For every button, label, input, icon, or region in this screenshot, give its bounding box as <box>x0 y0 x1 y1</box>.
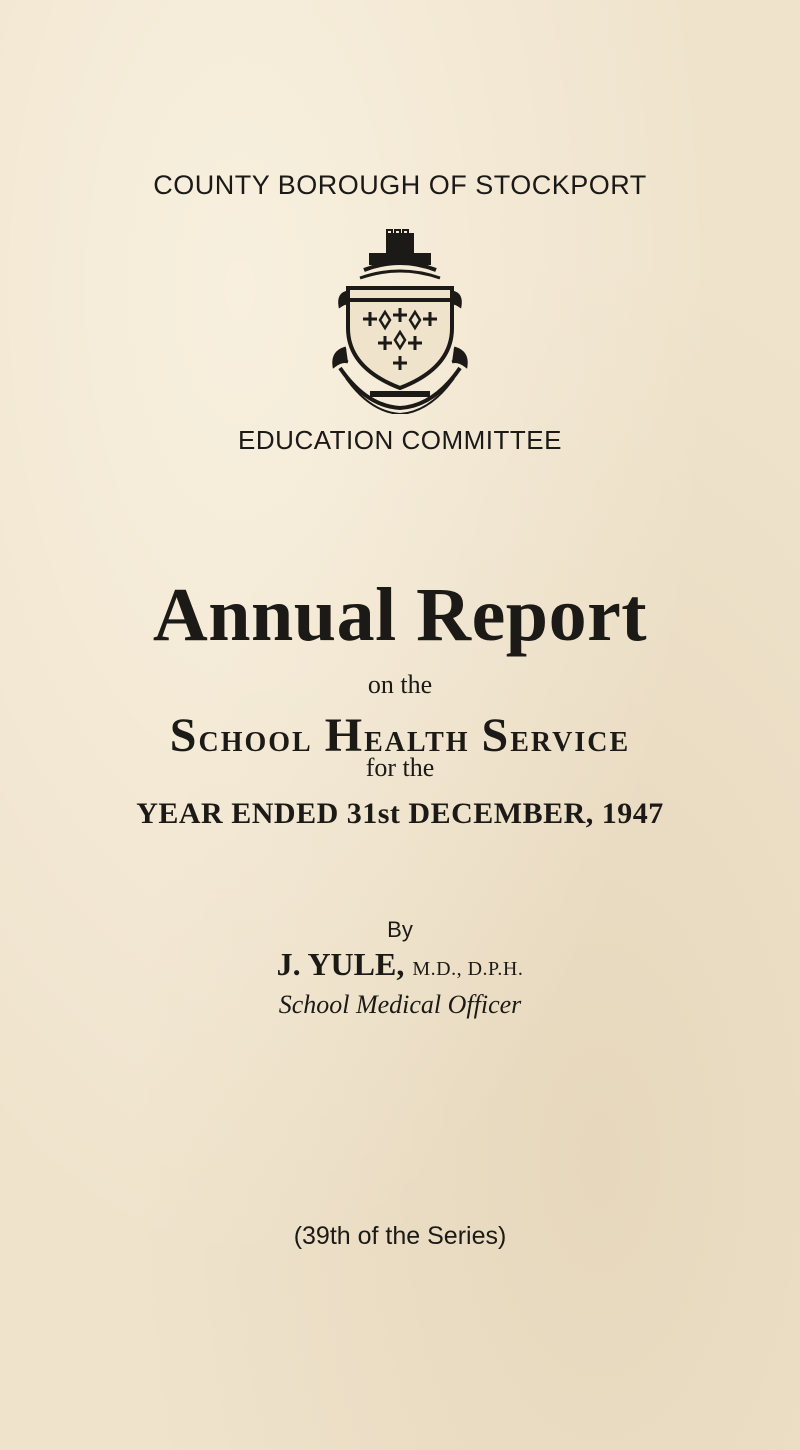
on-the-text: on the <box>367 670 433 699</box>
author-degrees: M.D., D.P.H. <box>412 958 524 980</box>
service-initial: S <box>169 709 199 762</box>
service-initial: S <box>481 709 511 762</box>
service-word: ealth <box>364 715 470 760</box>
service-word: chool <box>198 715 313 760</box>
author-role: School Medical Officer <box>278 990 522 1019</box>
authority-heading: COUNTY BOROUGH OF STOCKPORT <box>153 170 647 200</box>
author-name: J. YULE, <box>276 946 405 982</box>
by-text: By <box>387 917 413 942</box>
for-the-text: for the <box>365 753 435 782</box>
year-line: YEAR ENDED 31st DECEMBER, 1947 <box>136 797 664 830</box>
service-initial: H <box>324 709 365 762</box>
author-line <box>0 946 800 983</box>
service-word: ervice <box>510 715 631 760</box>
series-note: (39th of the Series) <box>293 1222 507 1250</box>
committee-heading: EDUCATION COMMITTEE <box>238 425 562 455</box>
coat-of-arms-icon <box>330 228 470 414</box>
report-title: Annual Report <box>152 573 648 657</box>
